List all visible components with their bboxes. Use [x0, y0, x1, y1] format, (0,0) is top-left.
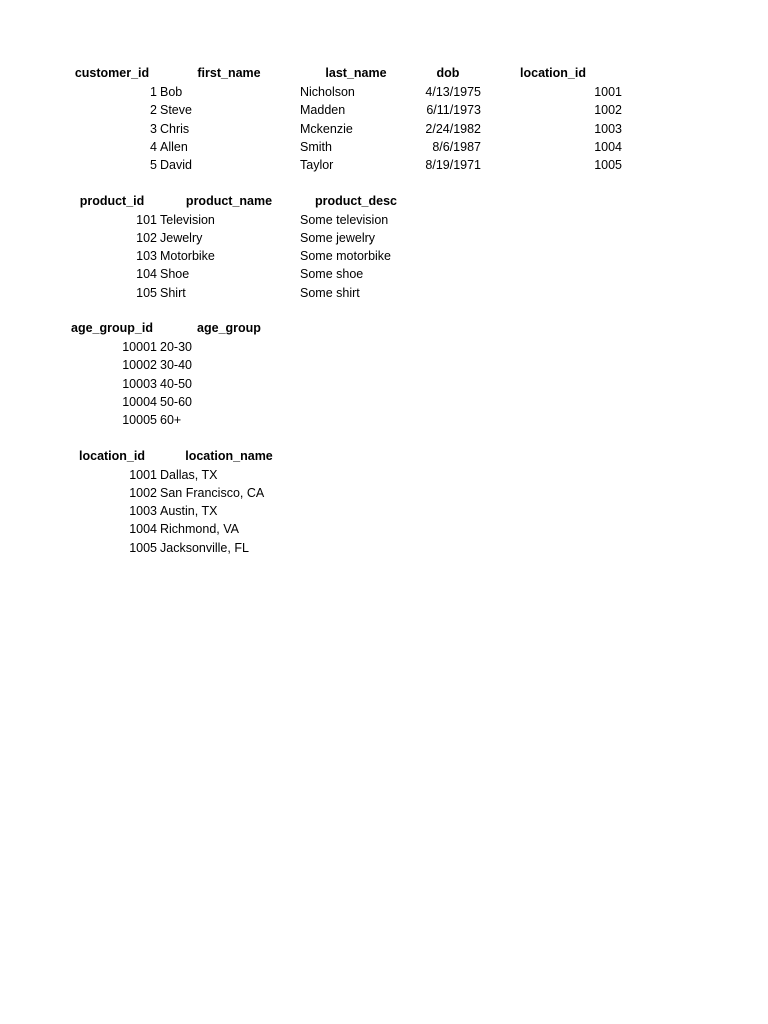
product-name-cell: Shoe	[160, 267, 190, 282]
last-name-cell: Nicholson	[300, 85, 355, 99]
table-row	[0, 539, 768, 557]
table-row	[0, 284, 768, 302]
customer-id-cell: 5	[150, 158, 157, 173]
first-name-cell: Chris	[160, 121, 190, 136]
product-id-cell: 104	[136, 267, 157, 282]
column-header-location-name: location_name	[185, 448, 273, 463]
location-id-cell: 1002	[129, 485, 157, 500]
age-group-cell: 60+	[160, 413, 182, 428]
location-name-cell: Austin, TX	[160, 504, 218, 519]
location-name-cell: San Francisco, CA	[160, 485, 265, 500]
product-desc-cell: Some television	[300, 212, 389, 227]
age-group-id-cell: 10003	[122, 376, 157, 391]
location-id-cell: 1004	[594, 139, 622, 154]
table-row	[0, 120, 768, 138]
column-header-location-id: location_id	[79, 448, 145, 463]
product-name-cell: Television	[160, 212, 215, 227]
product-table	[0, 192, 768, 302]
product-desc-cell: Some motorbike	[300, 249, 392, 264]
product-id-cell: 103	[136, 249, 157, 264]
table-row	[0, 411, 768, 429]
location-id-cell: 1003	[594, 121, 622, 136]
age-group-table-header	[0, 319, 768, 338]
location-id-cell: 1002	[594, 103, 622, 118]
product-id-cell: 105	[136, 285, 157, 300]
table-row	[0, 375, 768, 393]
location-id-cell: 1001	[594, 85, 622, 99]
location-id-cell: 1004	[129, 522, 157, 537]
table-row	[0, 265, 768, 283]
product-desc-cell: Some shoe	[300, 267, 364, 282]
product-id-cell: 102	[136, 230, 157, 245]
location-table	[0, 447, 768, 557]
age-group-cell: 20-30	[160, 340, 192, 354]
column-header-location-id: location_id	[520, 66, 586, 80]
table-row	[0, 83, 768, 101]
age-group-cell: 50-60	[160, 394, 192, 409]
dob-cell: 6/11/1973	[426, 103, 481, 118]
column-header-product-name: product_name	[185, 193, 273, 208]
location-id-cell: 1001	[129, 467, 157, 482]
last-name-cell: Madden	[300, 103, 346, 118]
column-header-age-group: age_group	[197, 321, 261, 335]
first-name-cell: Steve	[160, 103, 192, 118]
age-group-cell: 30-40	[160, 358, 192, 373]
table-row	[0, 101, 768, 119]
table-row	[0, 484, 768, 502]
product-name-cell: Motorbike	[160, 249, 215, 264]
column-header-dob: dob	[436, 66, 460, 80]
customer-table	[0, 64, 768, 174]
table-row	[0, 356, 768, 374]
table-row	[0, 138, 768, 156]
column-header-customer-id: customer_id	[74, 66, 150, 80]
product-id-cell: 101	[136, 212, 157, 227]
product-name-cell: Jewelry	[160, 230, 203, 245]
location-name-cell: Richmond, VA	[160, 522, 239, 537]
column-header-age-group-id: age_group_id	[71, 321, 153, 335]
customer-id-cell: 2	[150, 103, 157, 118]
customer-id-cell: 4	[150, 139, 157, 154]
location-name-cell: Dallas, TX	[160, 467, 218, 482]
table-row	[0, 338, 768, 356]
age-group-id-cell: 10001	[122, 340, 157, 354]
location-name-cell: Jacksonville, FL	[160, 540, 249, 555]
age-group-table	[0, 319, 768, 429]
dob-cell: 8/6/1987	[432, 139, 481, 154]
table-row	[0, 393, 768, 411]
table-row	[0, 247, 768, 265]
dob-cell: 8/19/1971	[425, 158, 481, 173]
product-name-cell: Shirt	[160, 285, 186, 300]
table-row	[0, 502, 768, 520]
customer-id-cell: 1	[150, 85, 157, 99]
column-header-product-desc: product_desc	[315, 193, 397, 208]
column-header-first-name: first_name	[197, 66, 261, 80]
first-name-cell: Bob	[160, 85, 183, 99]
age-group-id-cell: 10004	[122, 394, 157, 409]
last-name-cell: Smith	[300, 139, 332, 154]
customer-table-header	[0, 64, 768, 83]
first-name-cell: David	[160, 158, 192, 173]
product-desc-cell: Some jewelry	[300, 230, 376, 245]
table-row	[0, 466, 768, 484]
dob-cell: 4/13/1975	[425, 85, 481, 99]
column-header-product-id: product_id	[79, 193, 145, 208]
table-row	[0, 229, 768, 247]
location-id-cell: 1003	[129, 504, 157, 519]
column-header-last-name: last_name	[325, 66, 387, 80]
first-name-cell: Allen	[160, 139, 188, 154]
location-id-cell: 1005	[594, 158, 622, 173]
dob-cell: 2/24/1982	[425, 121, 481, 136]
table-row	[0, 520, 768, 538]
product-table-header	[0, 192, 768, 211]
age-group-id-cell: 10002	[122, 358, 157, 373]
last-name-cell: Taylor	[300, 158, 334, 173]
location-id-cell: 1005	[129, 540, 157, 555]
product-desc-cell: Some shirt	[300, 285, 360, 300]
age-group-id-cell: 10005	[122, 413, 157, 428]
customer-id-cell: 3	[150, 121, 157, 136]
location-table-header	[0, 447, 768, 466]
table-row	[0, 211, 768, 229]
age-group-cell: 40-50	[160, 376, 192, 391]
last-name-cell: Mckenzie	[300, 121, 353, 136]
table-row	[0, 156, 768, 174]
